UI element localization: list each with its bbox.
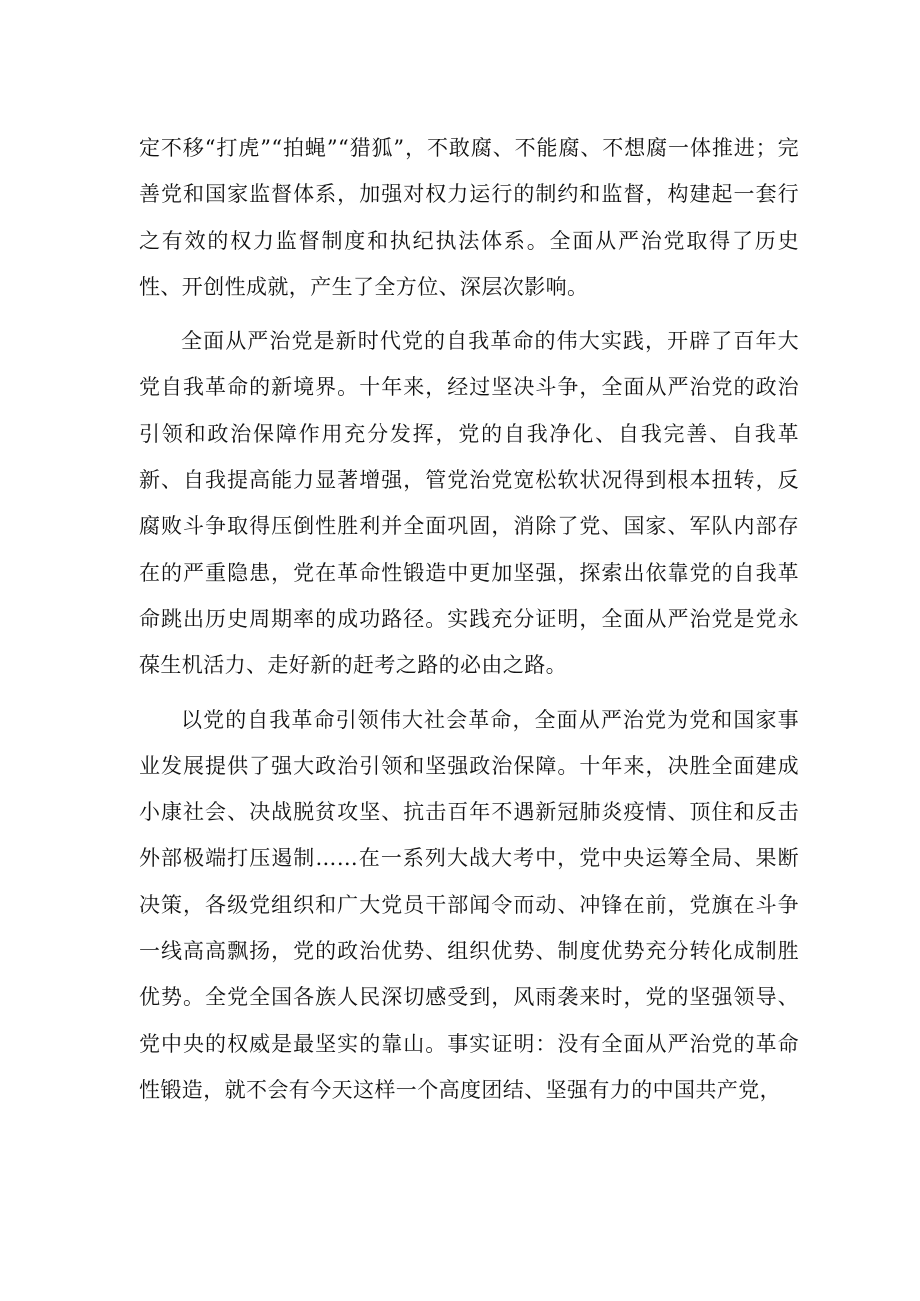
paragraph-continued: 定不移“打虎”“拍蝇”“猎狐”，不敢腐、不能腐、不想腐一体推进；完善党和国家监督体系，加强对权力运行的制约和监督，构建起一套行之有效的权力监督制度和执纪执法体系。全面从严治党取得了历史性、开创性成就，产生了全方位、深层次影响。 xyxy=(139,136,799,299)
body-text xyxy=(139,125,799,1121)
paragraph-self-revolution: 全面从严治党是新时代党的自我革命的伟大实践，开辟了百年大党自我革命的新境界。十年来，经过坚决斗争，全面从严治党的政治引领和政治保障作用充分发挥，党的自我净化、自我完善、自我革新、自我提高能力显著增强，管党治党宽松软状况得到根本扭转，反腐败斗争取得压倒性胜利并全面巩固，消除了党、国家、军队内部存在的严重隐患，党在革命性锻造中更加坚强，探索出依靠党的自我革命跳出历史周期率的成功路径。实践充分证明，全面从严治党是党永葆生机活力、走好新的赶考之路的必由之路。 xyxy=(139,329,799,678)
paragraph-social-revolution: 以党的自我革命引领伟大社会革命，全面从严治党为党和国家事业发展提供了强大政治引领和坚强政治保障。十年来，决胜全面建成小康社会、决战脱贫攻坚、抗击百年不遇新冠肺炎疫情、顶住和反击外部极端打压遏制……在一系列大战大考中，党中央运筹全局、果断决策，各级党组织和广大党员干部闻令而动、冲锋在前，党旗在斗争一线高高飘扬，党的政治优势、组织优势、制度优势充分转化成制胜优势。全党全国各族人民深切感受到，风雨袭来时，党的坚强领导、党中央的权威是最坚实的靠山。事实证明：没有全面从严治党的革命性锻造，就不会有今天这样一个高度团结、坚强有力的中国共产党， xyxy=(139,707,799,1102)
